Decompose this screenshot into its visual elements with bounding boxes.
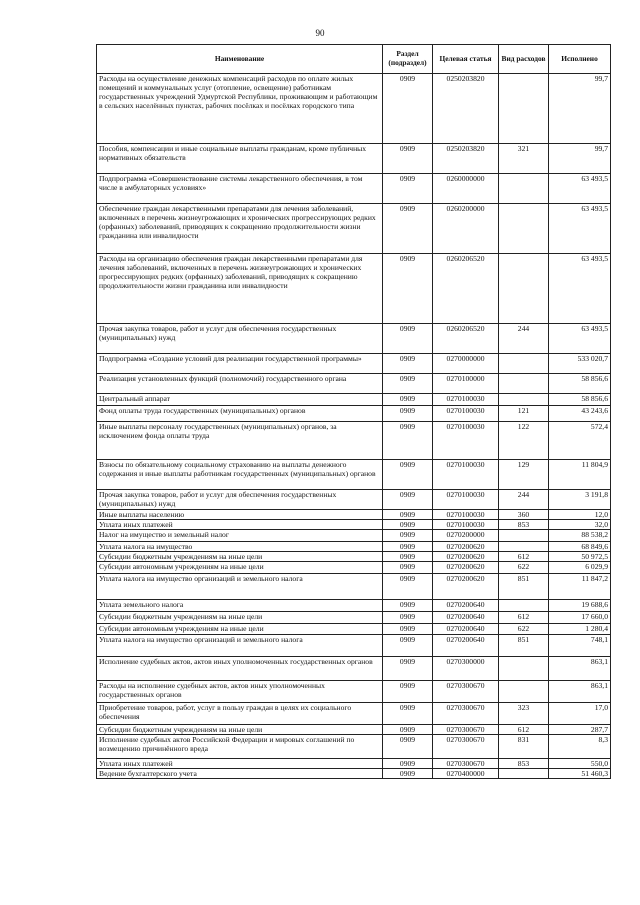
table-header-row [97, 45, 611, 74]
row-executed: 11 847,2 [549, 574, 611, 600]
table-row [97, 702, 611, 724]
table-row [97, 520, 611, 530]
row-section: 0909 [383, 174, 433, 204]
row-name: Иные выплаты персоналу государственных (муниципальных) органов, за исключением фонда оплаты труда [97, 422, 383, 460]
row-name: Уплата земельного налога [97, 600, 383, 612]
row-section: 0909 [383, 422, 433, 460]
table-row [97, 422, 611, 460]
row-target: 0270100030 [433, 490, 499, 510]
row-target: 0270100030 [433, 520, 499, 530]
row-target: 0270100000 [433, 374, 499, 394]
row-expense: 612 [499, 612, 549, 624]
row-name: Взносы по обязательному социальному страхованию на выплаты денежного содержания и иные выплаты работникам государственных (муниципальных) органов [97, 460, 383, 490]
row-expense: 360 [499, 510, 549, 520]
row-section: 0909 [383, 144, 433, 174]
row-target: 0260000000 [433, 174, 499, 204]
row-section: 0909 [383, 204, 433, 254]
row-section: 0909 [383, 624, 433, 634]
row-name: Расходы на осуществление денежных компенсаций расходов по оплате жилых помещений и коммунальных услуг (отопление, освещение) работникам государственных учреждений Удмуртской Республики, проживающим и работающим в сельских населённых пунктах, рабочих посёлках и посёлках городского типа [97, 74, 383, 144]
table-row [97, 624, 611, 634]
row-executed: 63 493,5 [549, 204, 611, 254]
row-executed: 1 280,4 [549, 624, 611, 634]
table-row [97, 490, 611, 510]
row-name: Прочая закупка товаров, работ и услуг для обеспечения государственных (муниципальных) нужд [97, 324, 383, 354]
row-executed: 63 493,5 [549, 324, 611, 354]
row-expense [499, 354, 549, 374]
table-row [97, 204, 611, 254]
row-target: 0270200640 [433, 600, 499, 612]
row-expense [499, 656, 549, 680]
table-row [97, 324, 611, 354]
table-row [97, 768, 611, 778]
row-expense [499, 542, 549, 552]
row-target: 0270000000 [433, 354, 499, 374]
table-row [97, 406, 611, 422]
header-section: Раздел (подраздел) [383, 45, 433, 74]
row-section: 0909 [383, 394, 433, 406]
row-executed: 19 688,6 [549, 600, 611, 612]
row-target: 0270300670 [433, 758, 499, 768]
row-target: 0270300000 [433, 656, 499, 680]
table-row [97, 354, 611, 374]
row-executed: 99,7 [549, 74, 611, 144]
row-executed: 17 660,0 [549, 612, 611, 624]
row-target: 0270200000 [433, 530, 499, 542]
row-name: Уплата налога на имущество организаций и земельного налога [97, 634, 383, 656]
row-name: Уплата иных платежей [97, 520, 383, 530]
table-row [97, 656, 611, 680]
row-section: 0909 [383, 656, 433, 680]
row-section: 0909 [383, 490, 433, 510]
header-executed: Исполнено [549, 45, 611, 74]
row-target: 0270100030 [433, 394, 499, 406]
row-target: 0260200000 [433, 204, 499, 254]
row-section: 0909 [383, 702, 433, 724]
row-executed: 11 804,9 [549, 460, 611, 490]
table-row [97, 612, 611, 624]
row-target: 0270100030 [433, 460, 499, 490]
row-executed: 8,3 [549, 734, 611, 758]
row-target: 0270400000 [433, 768, 499, 778]
row-name: Субсидии автономным учреждениям на иные цели [97, 624, 383, 634]
row-executed: 43 243,6 [549, 406, 611, 422]
row-section: 0909 [383, 724, 433, 734]
row-section: 0909 [383, 680, 433, 702]
row-expense: 612 [499, 724, 549, 734]
row-name: Субсидии бюджетным учреждениям на иные цели [97, 612, 383, 624]
row-section: 0909 [383, 406, 433, 422]
table-row [97, 552, 611, 562]
row-target: 0270200640 [433, 612, 499, 624]
row-expense: 851 [499, 634, 549, 656]
row-executed: 68 849,6 [549, 542, 611, 552]
row-target: 0270100030 [433, 422, 499, 460]
row-executed: 63 493,5 [549, 174, 611, 204]
row-section: 0909 [383, 768, 433, 778]
table-row [97, 574, 611, 600]
row-target: 0270300670 [433, 702, 499, 724]
row-target: 0270200620 [433, 552, 499, 562]
row-target: 0270200620 [433, 542, 499, 552]
row-executed: 63 493,5 [549, 254, 611, 324]
row-name: Субсидии бюджетным учреждениям на иные цели [97, 724, 383, 734]
row-expense: 129 [499, 460, 549, 490]
table-row [97, 734, 611, 758]
row-expense: 244 [499, 490, 549, 510]
row-name: Ведение бухгалтерского учета [97, 768, 383, 778]
row-executed: 550,0 [549, 758, 611, 768]
row-section: 0909 [383, 634, 433, 656]
row-target: 0270300670 [433, 680, 499, 702]
row-executed: 88 538,2 [549, 530, 611, 542]
row-target: 0270200620 [433, 574, 499, 600]
row-name: Приобретение товаров, работ, услуг в пользу граждан в целях их социального обеспечения [97, 702, 383, 724]
table-row [97, 600, 611, 612]
row-name: Субсидии автономным учреждениям на иные цели [97, 562, 383, 574]
row-expense [499, 600, 549, 612]
table-row [97, 724, 611, 734]
table-row [97, 174, 611, 204]
row-expense: 121 [499, 406, 549, 422]
row-target: 0270100030 [433, 406, 499, 422]
row-section: 0909 [383, 758, 433, 768]
row-executed: 32,0 [549, 520, 611, 530]
row-target: 0270300670 [433, 734, 499, 758]
row-name: Налог на имущество и земельный налог [97, 530, 383, 542]
row-section: 0909 [383, 74, 433, 144]
row-name: Расходы на организацию обеспечения граждан лекарственными препаратами для лечения заболеваний, включенных в перечень жизнеугрожающих и хронических прогрессирующих редких (орфанных) заболеваний, приводящих к сокращению продолжительности жизни гражданина или инвалидности [97, 254, 383, 324]
row-section: 0909 [383, 574, 433, 600]
row-name: Расходы на исполнение судебных актов, актов иных уполномоченных государственных органов [97, 680, 383, 702]
table-row [97, 394, 611, 406]
row-target: 0250203820 [433, 74, 499, 144]
budget-table [96, 44, 611, 779]
row-expense [499, 768, 549, 778]
row-name: Уплата налога на имущество организаций и земельного налога [97, 574, 383, 600]
row-section: 0909 [383, 520, 433, 530]
row-expense: 612 [499, 552, 549, 562]
row-executed: 572,4 [549, 422, 611, 460]
table-row [97, 530, 611, 542]
row-expense [499, 374, 549, 394]
row-expense: 323 [499, 702, 549, 724]
header-target: Целевая статья [433, 45, 499, 74]
row-executed: 863,1 [549, 680, 611, 702]
row-name: Фонд оплаты труда государственных (муниципальных) органов [97, 406, 383, 422]
row-target: 0270200640 [433, 634, 499, 656]
row-executed: 99,7 [549, 144, 611, 174]
row-expense [499, 74, 549, 144]
row-executed: 6 029,9 [549, 562, 611, 574]
row-executed: 12,0 [549, 510, 611, 520]
row-expense [499, 174, 549, 204]
table-row [97, 758, 611, 768]
row-section: 0909 [383, 552, 433, 562]
row-section: 0909 [383, 460, 433, 490]
row-executed: 58 856,6 [549, 374, 611, 394]
row-executed: 58 856,6 [549, 394, 611, 406]
row-target: 0250203820 [433, 144, 499, 174]
row-executed: 51 460,3 [549, 768, 611, 778]
row-section: 0909 [383, 374, 433, 394]
row-target: 0270300670 [433, 724, 499, 734]
row-section: 0909 [383, 324, 433, 354]
row-name: Исполнение судебных актов, актов иных уполномоченных государственных органов [97, 656, 383, 680]
row-name: Центральный аппарат [97, 394, 383, 406]
table-row [97, 542, 611, 552]
row-target: 0270200620 [433, 562, 499, 574]
row-name: Прочая закупка товаров, работ и услуг для обеспечения государственных (муниципальных) нужд [97, 490, 383, 510]
row-section: 0909 [383, 562, 433, 574]
row-name: Иные выплаты населению [97, 510, 383, 520]
table-row [97, 144, 611, 174]
table-row [97, 634, 611, 656]
table-row [97, 510, 611, 520]
table-row [97, 74, 611, 144]
row-expense [499, 394, 549, 406]
row-section: 0909 [383, 600, 433, 612]
row-executed: 748,1 [549, 634, 611, 656]
row-section: 0909 [383, 542, 433, 552]
row-executed: 3 191,8 [549, 490, 611, 510]
row-expense: 622 [499, 562, 549, 574]
row-section: 0909 [383, 510, 433, 520]
row-expense: 851 [499, 574, 549, 600]
row-name: Субсидии бюджетным учреждениям на иные цели [97, 552, 383, 562]
row-target: 0270100030 [433, 510, 499, 520]
row-expense [499, 254, 549, 324]
header-expense: Вид расходов [499, 45, 549, 74]
row-executed: 287,7 [549, 724, 611, 734]
table-row [97, 680, 611, 702]
row-expense: 622 [499, 624, 549, 634]
row-executed: 533 020,7 [549, 354, 611, 374]
table-row [97, 562, 611, 574]
table-row [97, 374, 611, 394]
row-name: Подпрограмма «Создание условий для реализации государственной программы» [97, 354, 383, 374]
row-executed: 863,1 [549, 656, 611, 680]
row-name: Обеспечение граждан лекарственными препаратами для лечения заболеваний, включенных в перечень жизнеугрожающих и хронических прогрессирующих редких (орфанных) заболеваний, приводящих к сокращению продолжительности жизни гражданина или инвалидности [97, 204, 383, 254]
row-expense: 853 [499, 520, 549, 530]
row-executed: 50 972,5 [549, 552, 611, 562]
row-expense: 321 [499, 144, 549, 174]
table-row [97, 254, 611, 324]
row-name: Подпрограмма «Совершенствование системы лекарственного обеспечения, в том числе в амбулаторных условиях» [97, 174, 383, 204]
row-expense: 244 [499, 324, 549, 354]
row-name: Уплата иных платежей [97, 758, 383, 768]
row-target: 0260206520 [433, 324, 499, 354]
row-target: 0270200640 [433, 624, 499, 634]
row-expense: 831 [499, 734, 549, 758]
row-name: Пособия, компенсации и иные социальные выплаты гражданам, кроме публичных нормативных обязательств [97, 144, 383, 174]
row-section: 0909 [383, 612, 433, 624]
row-executed: 17,0 [549, 702, 611, 724]
row-name: Исполнение судебных актов Российской Федерации и мировых соглашений по возмещению причинённого вреда [97, 734, 383, 758]
page-number: 90 [315, 28, 325, 38]
row-expense: 122 [499, 422, 549, 460]
row-name: Реализация установленных функций (полномочий) государственного органа [97, 374, 383, 394]
row-section: 0909 [383, 254, 433, 324]
row-expense [499, 204, 549, 254]
row-section: 0909 [383, 354, 433, 374]
row-section: 0909 [383, 734, 433, 758]
row-section: 0909 [383, 530, 433, 542]
row-expense: 853 [499, 758, 549, 768]
row-expense [499, 530, 549, 542]
row-name: Уплата налога на имущество [97, 542, 383, 552]
row-expense [499, 680, 549, 702]
row-target: 0260206520 [433, 254, 499, 324]
table-row [97, 460, 611, 490]
header-name: Наименование [97, 45, 383, 74]
